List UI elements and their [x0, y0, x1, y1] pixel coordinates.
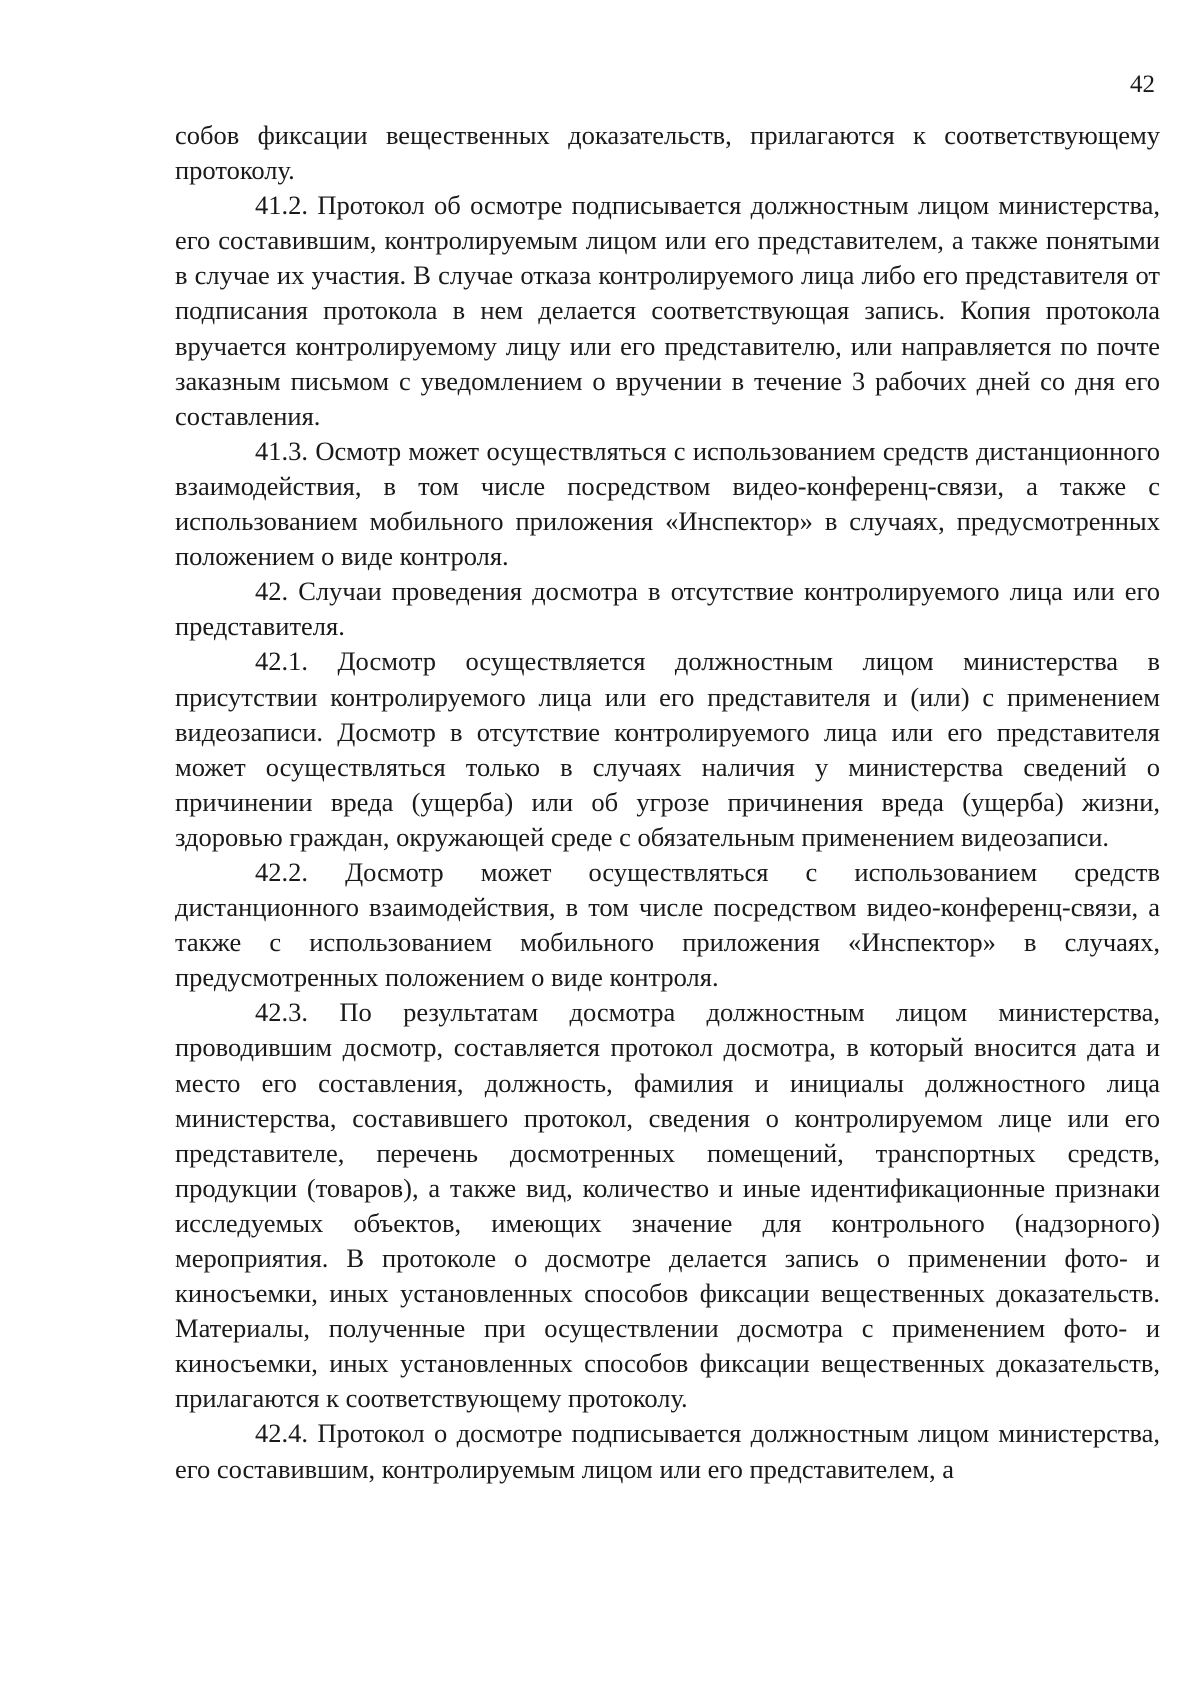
paragraph-continuation: собов фиксации вещественных доказательств, прилагаются к соответствующему протоколу. [175, 120, 1160, 186]
paragraph-42: 42. Случаи проведения досмотра в отсутствие контролируемого лица или его представителя. [175, 576, 1160, 642]
paragraph-41-2: 41.2. Протокол об осмотре подписывается должностным лицом министерства, его составившим, контролируемым лицом или его представителем, а также понятыми в случае их участия. В случае отказа контролируемого лица либо его представителя от подписания протокола в нем делается соответствующая запись. Копия протокола вручается контролируемому лицу или его представителю, или направляется по почте заказным письмом с уведомлением о вручении в течение 3 рабочих дней со дня его составления. [175, 190, 1160, 431]
paragraph-41-3: 41.3. Осмотр может осуществляться с использованием средств дистанционного взаимодействия, в том числе посредством видео-конференц-связи, а также с использованием мобильного приложения «Инспектор» в случаях, предусмотренных положением о виде контроля. [175, 435, 1160, 572]
paragraph-42-3: 42.3. По результатам досмотра должностным лицом министерства, проводившим досмотр, составляется протокол досмотра, в который вносится дата и место его составления, должность, фамилия и инициалы должностного лица министерства, составившего протокол, сведения о контролируемом лице или его представителе, перечень досмотренных помещений, транспортных средств, продукции (товаров), а также вид, количество и иные идентификационные признаки исследуемых объектов, имеющих значение для контрольного (надзорного) мероприятия. В протоколе о досмотре делается запись о применении фото- и киносъемки, иных установленных способов фиксации вещественных доказательств. Материалы, полученные при осуществлении досмотра с применением фото- и киносъемки, иных установленных способов фиксации вещественных доказательств, прилагаются к соответствующему протоколу. [175, 997, 1160, 1414]
paragraph-42-1: 42.1. Досмотр осуществляется должностным лицом министерства в присутствии контролируемого лица или его представителя и (или) с применением видеозаписи. Досмотр в отсутствие контролируемого лица или его представителя может осуществляться только в случаях наличия у министерства сведений о причинении вреда (ущерба) или об угрозе причинения вреда (ущерба) жизни, здоровью граждан, окружающей среде с обязательным применением видеозаписи. [175, 646, 1160, 852]
paragraph-42-2: 42.2. Досмотр может осуществляться с использованием средств дистанционного взаимодействия, в том числе посредством видео-конференц-связи, а также с использованием мобильного приложения «Инспектор» в случаях, предусмотренных положением о виде контроля. [175, 856, 1160, 993]
paragraph-42-4: 42.4. Протокол о досмотре подписывается должностным лицом министерства, его составившим, контролируемым лицом или его представителем, а [175, 1418, 1160, 1484]
document-body [175, 118, 1160, 1487]
page-number: 42 [1130, 71, 1155, 98]
